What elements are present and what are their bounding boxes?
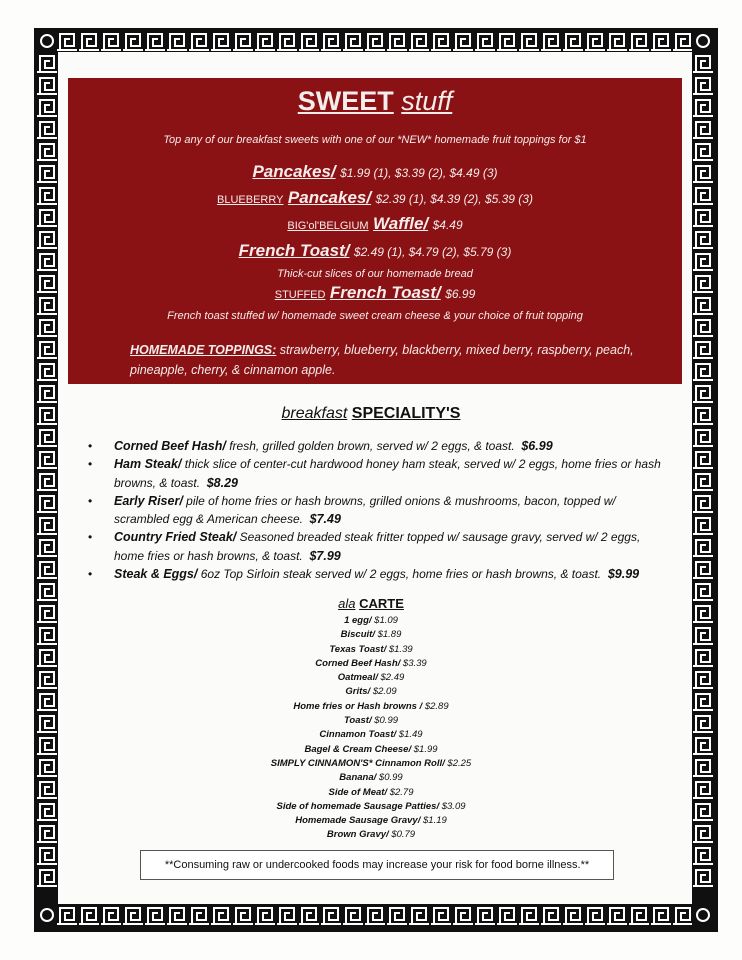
- sweet-item-stuffed-french-toast: STUFFED French Toast/ $6.99: [274, 283, 476, 302]
- bullet-icon: •: [88, 439, 93, 453]
- sweet-item-belgium-waffle: BIG'ol'BELGIUM Waffle/ $4.49: [287, 214, 463, 233]
- corner-ring-icon: [692, 904, 714, 926]
- list-item: 1 egg/ $1.09: [344, 615, 398, 626]
- bullet-icon: •: [88, 457, 93, 472]
- list-item: Corned Beef Hash/ $3.39: [315, 657, 427, 669]
- corner-ring-icon: [36, 904, 58, 926]
- alacarte-list: [0, 614, 742, 843]
- list-item: Grits/ $2.09: [345, 686, 397, 698]
- sweet-stuff-banner: [68, 78, 682, 384]
- specialty-title: breakfast SPECIALITY'S: [281, 405, 461, 422]
- sweet-item-french-toast: French Toast/ $2.49 (1), $4.79 (2), $5.79 (3): [238, 241, 512, 260]
- list-item: Banana/ $0.99: [339, 772, 403, 784]
- list-item: Side of Meat/ $2.79: [328, 786, 414, 798]
- list-item: • Early Riser/ pile of home fries or hash browns, grilled onions & mushrooms, bacon, topped w/ scrambled egg & American cheese. $7.49: [88, 493, 616, 527]
- homemade-toppings: HOMEMADE TOPPINGS: strawberry, blueberry, blackberry, mixed berry, raspberry, peach, pineapple, cherry, & cinnamon apple.: [130, 343, 634, 377]
- list-item: SIMPLY CINNAMON'S* Cinnamon Roll/ $2.25: [270, 757, 472, 769]
- bullet-icon: •: [88, 493, 93, 508]
- sweet-item-blueberry-pancakes: BLUEBERRY Pancakes/ $2.39 (1), $4.39 (2), $5.39 (3): [217, 188, 533, 207]
- specialty-list: [86, 437, 666, 583]
- corner-ring-icon: [692, 30, 714, 52]
- list-item: • Steak & Eggs/ 6oz Top Sirloin steak served w/ 2 eggs, home fries or hash browns, & toast. $9.99: [86, 565, 666, 583]
- sweet-note: Top any of our breakfast sweets with one of our *NEW* homemade fruit toppings for $1: [163, 134, 587, 146]
- greek-key-top-strip: [56, 30, 692, 52]
- list-item: Homemade Sausage Gravy/ $1.19: [295, 815, 447, 827]
- list-item: Home fries or Hash browns / $2.89: [293, 700, 449, 712]
- greek-key-bottom-strip: [56, 904, 692, 926]
- list-item: Texas Toast/ $1.39: [329, 643, 413, 655]
- list-item: Biscuit/ $1.89: [340, 629, 402, 641]
- list-item: Side of homemade Sausage Patties/ $3.09: [276, 800, 466, 812]
- list-item: Brown Gravy/ $0.79: [326, 829, 416, 841]
- alacarte-title: ala CARTE: [338, 596, 404, 611]
- sweet-item-french-toast-desc: Thick-cut slices of our homemade bread: [277, 268, 473, 280]
- sweet-item-stuffed-desc: French toast stuffed w/ homemade sweet cream cheese & your choice of fruit topping: [167, 310, 583, 322]
- list-item: • Ham Steak/ thick slice of center-cut hardwood honey ham steak, served w/ 2 eggs, home fries or hash browns, & toast. $8.29: [88, 457, 661, 490]
- sweet-title: SWEET stuff: [297, 86, 453, 116]
- sweet-item-pancakes: Pancakes/ $1.99 (1), $3.39 (2), $4.49 (3): [252, 162, 498, 181]
- bullet-icon: •: [88, 530, 93, 545]
- corner-ring-icon: [36, 30, 58, 52]
- list-item: Cinnamon Toast/ $1.49: [319, 729, 423, 741]
- list-item: Bagel & Cream Cheese/ $1.99: [304, 743, 438, 755]
- list-item: • Country Fried Steak/ Seasoned breaded steak fritter topped w/ sausage gravy, served w/ 2 eggs, home fries or hash browns, & toast. $7.99: [88, 530, 641, 563]
- list-item: Toast/ $0.99: [343, 715, 399, 727]
- bullet-icon: •: [88, 567, 93, 582]
- list-item: • Corned Beef Hash/ fresh, grilled golden brown, served w/ 2 eggs, & toast. $6.99: [86, 437, 666, 455]
- food-safety-disclaimer: **Consuming raw or undercooked foods may increase your risk for food borne illness.**: [140, 850, 614, 880]
- list-item: Oatmeal/ $2.49: [337, 672, 405, 684]
